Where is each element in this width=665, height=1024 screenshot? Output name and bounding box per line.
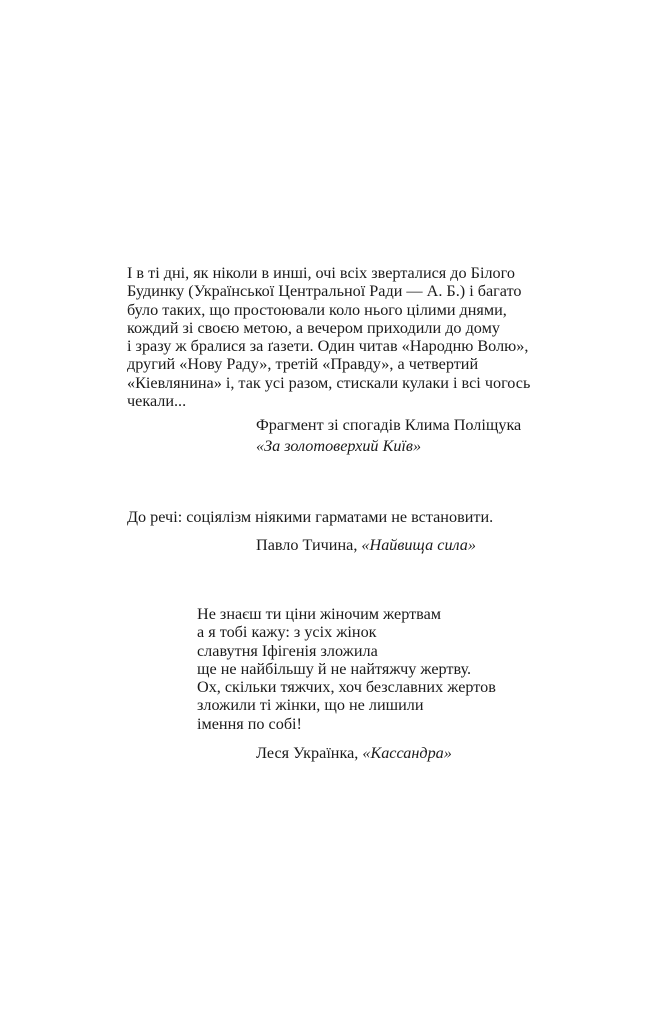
attribution-source: «Найвища сила» [361, 536, 476, 554]
attribution-author: Павло Тичина, [256, 536, 358, 554]
quote-line: І в ті дні, як ніколи в инші, очі всіх зверталися до Білого [127, 264, 515, 282]
quote-line: Будинку (Української Центральної Ради — А. Б.) і багато [127, 282, 522, 301]
attribution-lesya-ukrainka [256, 743, 452, 764]
quote-line: До речі: соціялізм ніякими гарматами не встановити. [127, 508, 494, 526]
attribution-polishchuk [256, 415, 521, 457]
poem-line: зложили ті жінки, що не лишили [197, 696, 424, 715]
poem-line: ще не найбільшу й не найтяжчу жертву. [197, 659, 472, 678]
quote-line: другий «Нову Раду», третій «Правду», а четвертий [127, 355, 479, 374]
attribution-author: Леся Українка, [256, 744, 359, 762]
attribution-tychyna [256, 535, 476, 556]
quote-tychyna [127, 508, 493, 526]
poem-line: а я тобі кажу: з усіх жінок [197, 623, 377, 642]
quote-line: чекали... [127, 392, 187, 411]
quote-lesya-ukrainka [197, 605, 496, 733]
poem-line: Ох, скільки тяжчих, хоч безславних жертов [197, 678, 496, 697]
quote-klym-polishchuk [127, 264, 530, 410]
attribution-text: Фрагмент зі спогадів Клима Поліщука [256, 416, 522, 434]
poem-line: Не знаєш ти ціни жіночим жертвам [197, 605, 442, 623]
poem-line: імення по собі! [197, 714, 302, 733]
attribution-source: «За золотоверхий Київ» [256, 437, 422, 455]
attribution-source: «Кассандра» [362, 744, 452, 762]
quote-line: кождий зі своєю метою, а вечером приходили до дому [127, 318, 500, 337]
quote-line: «Кіевлянина» і, так усі разом, стискали кулаки і всі чогось [127, 373, 531, 392]
quote-line: і зразу ж бралися за ґазети. Один читав «Народню Волю», [127, 337, 529, 356]
poem-line: славутня Іфігенія зложила [197, 641, 378, 660]
quote-line: було таких, що простоювали коло нього цілими днями, [127, 300, 507, 319]
